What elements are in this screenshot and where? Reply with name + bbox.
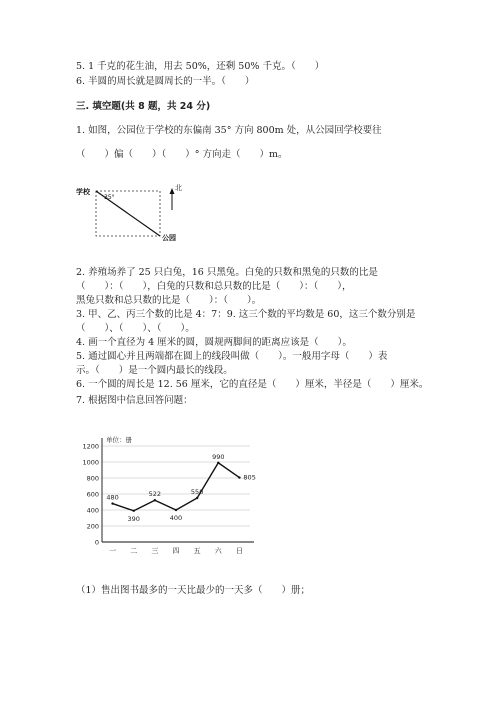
fill-question-5-line-1: 5. 通过圆心并且两端都在圆上的线段叫做（ ）。一般用字母（ ）表	[76, 351, 388, 362]
north-label: 北	[175, 184, 182, 192]
x-tick-label: 四	[172, 547, 180, 555]
data-label: 400	[169, 514, 183, 522]
data-label: 990	[212, 452, 225, 461]
x-tick-label: 日	[235, 547, 243, 555]
y-tick-label: 1200	[82, 442, 99, 451]
fill-question-4: 4. 画一个直径为 4 厘米的圆，圆规两脚间的距离应该是（ ）。	[76, 337, 352, 348]
fill-question-2-line-2: （ ）：（ ），白兔的只数和总只数的比是（ ）：（ ），	[76, 281, 352, 292]
sub-question-1: （1）售出图书最多的一天比最少的一天多（ ）册；	[76, 585, 311, 596]
angle-label: 35°	[104, 194, 115, 201]
unit-label: 单位：册	[106, 436, 132, 444]
y-tick-label: 800	[86, 474, 99, 483]
fill-question-1-line-2: （ ）偏（ ）（ ）° 方向走（ ）m。	[76, 149, 288, 160]
data-point	[238, 476, 240, 478]
data-label: 805	[243, 473, 256, 482]
map-diagram	[74, 180, 194, 242]
data-label: 522	[148, 490, 162, 499]
tf-question-6: 6. 半圆的周长就是圆周长的一半。（ ）	[76, 76, 255, 87]
line-chart	[80, 432, 260, 562]
x-tick-label: 二	[130, 547, 138, 555]
fill-question-3-line-2: （ ）、（ ）、（ ）。	[76, 323, 195, 334]
x-tick-label: 一	[109, 547, 117, 555]
fill-question-2-line-1: 2. 养殖场养了 25 只白兔，16 只黑兔。白兔的只数和黑兔的只数的比是	[76, 267, 378, 278]
data-label: 390	[127, 514, 140, 523]
x-tick-label: 五	[193, 547, 201, 555]
data-point	[111, 502, 113, 504]
data-point	[133, 510, 135, 512]
fill-question-7: 7. 根据图中信息回答问题：	[76, 395, 193, 406]
data-point	[217, 462, 219, 464]
series-line	[113, 463, 240, 511]
y-tick-label: 600	[86, 490, 99, 499]
y-tick-label: 200	[86, 522, 99, 531]
y-tick-label: 400	[86, 506, 99, 515]
fill-question-2-line-3: 黑兔只数和总只数的比是（ ）：（ ）。	[76, 295, 262, 306]
data-label: 550	[190, 488, 204, 496]
tf-question-5: 5. 1 千克的花生油，用去 50%，还剩 50% 千克。（ ）	[76, 61, 325, 72]
fill-question-5-line-2: 示。（ ）是一个圆内最长的线段。	[76, 365, 233, 376]
x-tick-label: 六	[214, 547, 222, 555]
north-arrow-head	[170, 188, 175, 194]
fill-question-1-line-1: 1. 如图，公园位于学校的东偏南 35° 方向 800m 处，从公园回学校要往	[76, 125, 382, 136]
school-label: 学校	[76, 188, 90, 196]
data-label: 480	[106, 493, 119, 502]
data-point	[154, 499, 156, 501]
section-title: 三. 填空题(共 8 题，共 24 分)	[76, 101, 211, 112]
y-tick-label: 0	[94, 538, 99, 547]
fill-question-3-line-1: 3. 甲、乙、丙三个数的比是 4：7：9. 这三个数的平均数是 60，这三个数分别是	[76, 309, 416, 320]
x-tick-label: 三	[151, 547, 159, 555]
y-tick-label: 1000	[82, 458, 99, 467]
park-label: 公园	[162, 234, 176, 242]
data-point	[196, 497, 198, 499]
fill-question-6: 6. 一个圆的周长是 12. 56 厘米，它的直径是（ ）厘米，半径是（ ）厘米。	[76, 379, 429, 390]
data-point	[175, 509, 177, 511]
